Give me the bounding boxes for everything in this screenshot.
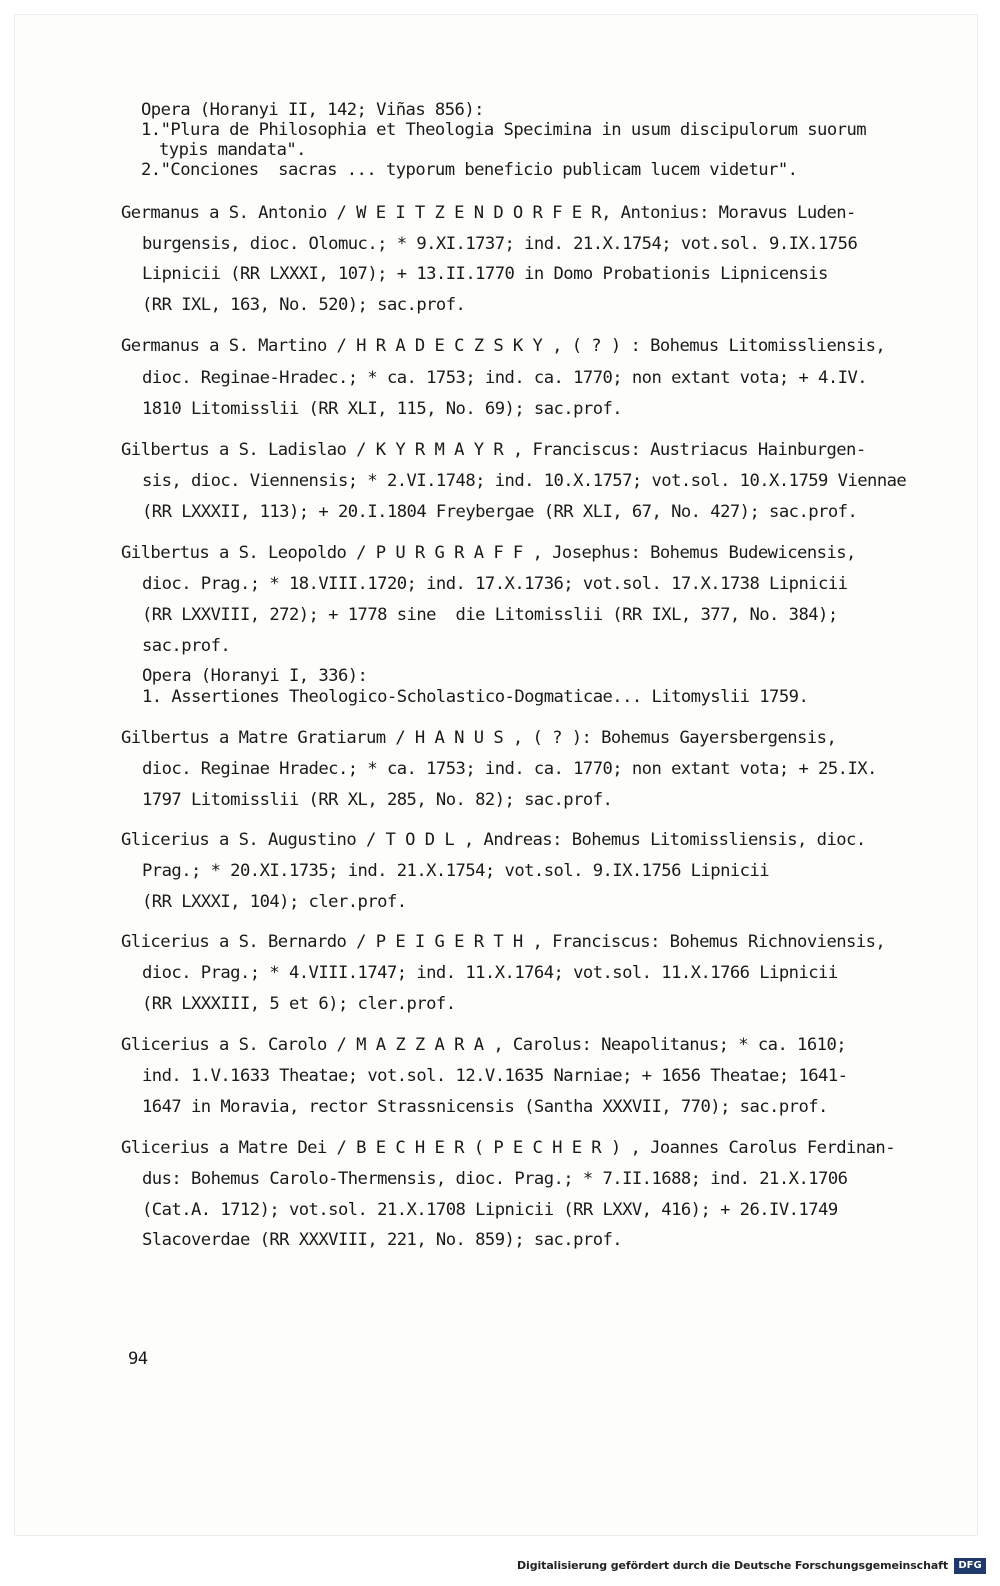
entry-line: 1797 Litomisslii (RR XL, 285, No. 82); sac.prof.	[142, 790, 613, 810]
entry-line: Slacoverdae (RR XXXVIII, 221, No. 859); sac.prof.	[142, 1230, 623, 1250]
entry-line: 1810 Litomisslii (RR XLI, 115, No. 69); sac.prof.	[142, 399, 623, 419]
dfg-logo: DFG	[954, 1558, 986, 1574]
entry-line: dioc. Prag.; * 18.VIII.1720; ind. 17.X.1736; vot.sol. 17.X.1738 Lipnicii	[142, 574, 848, 594]
opera-item: 1. Assertiones Theologico-Scholastico-Dogmaticae... Litomyslii 1759.	[142, 687, 809, 707]
entry-line: sac.prof.	[142, 636, 231, 656]
entry-line: dioc. Reginae Hradec.; * ca. 1753; ind. ca. 1770; non extant vota; + 25.IX.	[142, 759, 877, 779]
entry-line: dioc. Reginae-Hradec.; * ca. 1753; ind. ca. 1770; non extant vota; + 4.IV.	[142, 368, 868, 388]
entry-line: sis, dioc. Viennensis; * 2.VI.1748; ind. 10.X.1757; vot.sol. 10.X.1759 Viennae	[142, 471, 907, 491]
opera-item: 1."Plura de Philosophia et Theologia Specimina in usum discipulorum suorum	[141, 120, 867, 140]
entry-line: Glicerius a Matre Dei / B E C H E R ( P E C H E R ) , Joannes Carolus Ferdinan-	[121, 1138, 896, 1158]
entry-line: (RR LXXXII, 113); + 20.I.1804 Freybergae (RR XLI, 67, No. 427); sac.prof.	[142, 502, 858, 522]
entry-line: (RR IXL, 163, No. 520); sac.prof.	[142, 295, 466, 315]
entry-line: Prag.; * 20.XI.1735; ind. 21.X.1754; vot.sol. 9.IX.1756 Lipnicii	[142, 861, 770, 881]
entry-line: Lipnicii (RR LXXXI, 107); + 13.II.1770 in Domo Probationis Lipnicensis	[142, 264, 828, 284]
page-number: 94	[128, 1349, 148, 1369]
entry-line: (RR LXXXIII, 5 et 6); cler.prof.	[142, 994, 456, 1014]
entry-line: Germanus a S. Antonio / W E I T Z E N D O R F E R, Antonius: Moravus Luden-	[121, 203, 856, 223]
entry-line: 1647 in Moravia, rector Strassnicensis (Santha XXXVII, 770); sac.prof.	[142, 1097, 828, 1117]
entry-line: (Cat.A. 1712); vot.sol. 21.X.1708 Lipnicii (RR LXXV, 416); + 26.IV.1749	[142, 1200, 838, 1220]
entry-line: dus: Bohemus Carolo-Thermensis, dioc. Prag.; * 7.II.1688; ind. 21.X.1706	[142, 1169, 848, 1189]
opera-heading: Opera (Horanyi II, 142; Viñas 856):	[141, 100, 484, 120]
entry-line: (RR LXXXI, 104); cler.prof.	[142, 892, 407, 912]
funding-notice: Digitalisierung gefördert durch die Deutsche Forschungsgemeinschaft	[517, 1559, 948, 1572]
entry-line: Gilbertus a S. Ladislao / K Y R M A Y R , Franciscus: Austriacus Hainburgen-	[121, 440, 866, 460]
opera-heading: Opera (Horanyi I, 336):	[142, 666, 368, 686]
scanned-page	[14, 14, 978, 1536]
entry-line: Gilbertus a S. Leopoldo / P U R G R A F F , Josephus: Bohemus Budewicensis,	[121, 543, 856, 563]
entry-line: (RR LXXVIII, 272); + 1778 sine die Litomisslii (RR IXL, 377, No. 384);	[142, 605, 838, 625]
entry-line: ind. 1.V.1633 Theatae; vot.sol. 12.V.1635 Narniae; + 1656 Theatae; 1641-	[142, 1066, 848, 1086]
entry-line: Glicerius a S. Augustino / T O D L , Andreas: Bohemus Litomissliensis, dioc.	[121, 830, 866, 850]
entry-line: Germanus a S. Martino / H R A D E C Z S K Y , ( ? ) : Bohemus Litomissliensis,	[121, 336, 886, 356]
entry-line: Glicerius a S. Bernardo / P E I G E R T H , Franciscus: Bohemus Richnoviensis,	[121, 932, 886, 952]
footer-bar	[0, 1536, 1000, 1586]
entry-line: dioc. Prag.; * 4.VIII.1747; ind. 11.X.1764; vot.sol. 11.X.1766 Lipnicii	[142, 963, 838, 983]
entry-line: Glicerius a S. Carolo / M A Z Z A R A , Carolus: Neapolitanus; * ca. 1610;	[121, 1035, 847, 1055]
opera-item-continued: typis mandata".	[159, 140, 306, 160]
opera-item: 2."Conciones sacras ... typorum beneficio publicam lucem videtur".	[141, 160, 798, 180]
entry-line: burgensis, dioc. Olomuc.; * 9.XI.1737; ind. 21.X.1754; vot.sol. 9.IX.1756	[142, 234, 858, 254]
entry-line: Gilbertus a Matre Gratiarum / H A N U S , ( ? ): Bohemus Gayersbergensis,	[121, 728, 837, 748]
